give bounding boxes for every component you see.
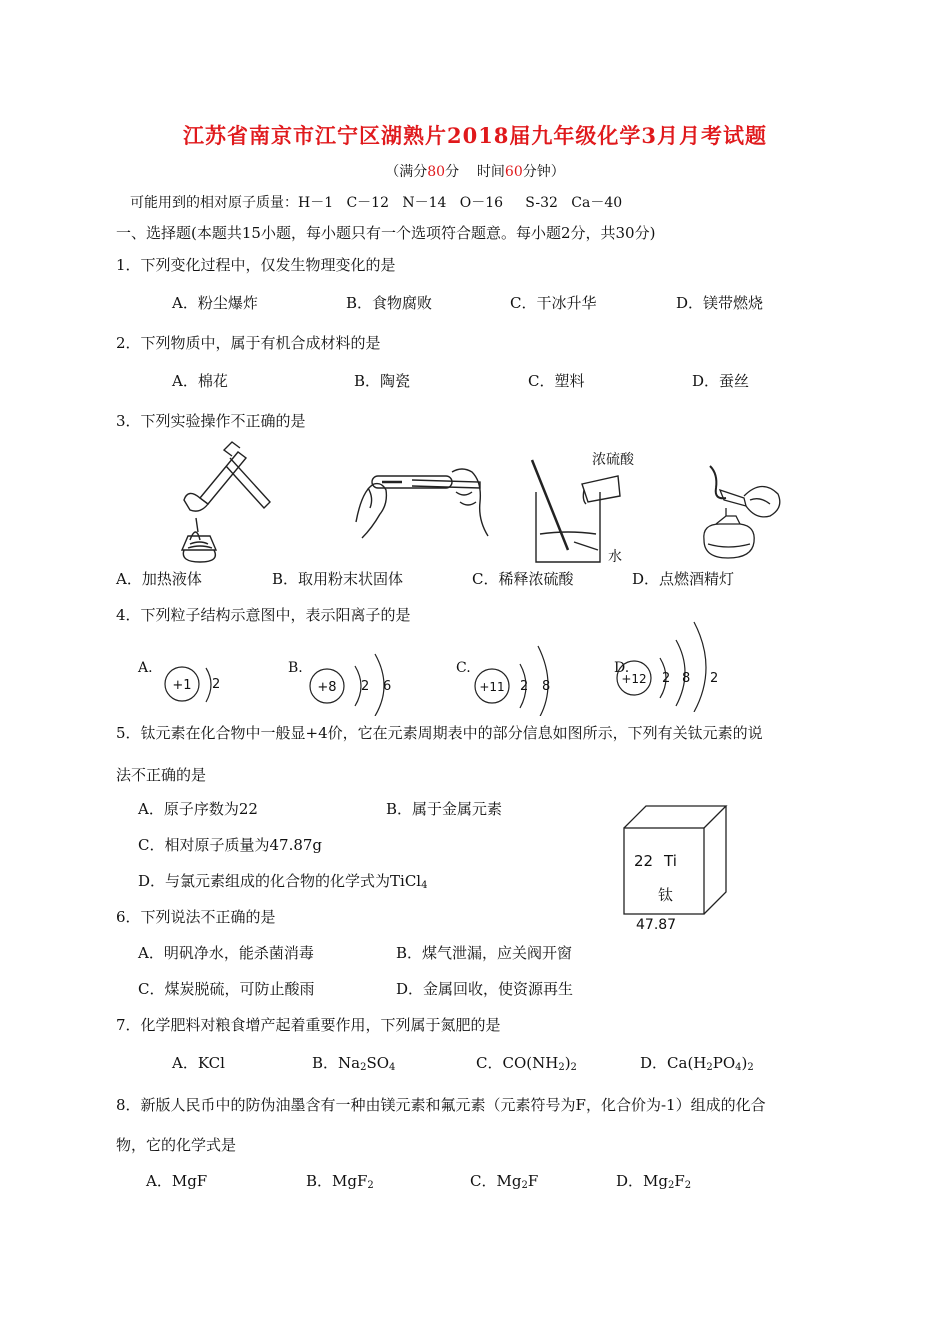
q5-option-a: A．原子序数为22: [138, 800, 258, 818]
particle-d-shell-2: 8: [682, 671, 691, 686]
q8-option-c: [470, 1170, 538, 1191]
q8-d-sub2: 2: [684, 1180, 692, 1191]
q5-option-b: B．属于金属元素: [386, 800, 503, 818]
q5-option-d: [138, 870, 427, 891]
particle-a-letter: A.: [138, 660, 153, 676]
element-name: 钛: [658, 886, 674, 904]
q6-stem: 6．下列说法不正确的是: [116, 908, 276, 926]
q3-stem: 3．下列实验操作不正确的是: [116, 412, 306, 430]
q7-d-part3: ): [741, 1054, 748, 1072]
particle-d-diagram: [614, 612, 734, 712]
q1-option-d: D．镁带燃烧: [676, 294, 764, 312]
q5-stem-line1: 5．钛元素在化合物中一般显+4价，它在元素周期表中的部分信息如图所示，下列有关钛元素的说: [116, 724, 763, 742]
exam-info-suffix: 分钟）: [522, 164, 565, 180]
q2-option-d: D．蚕丝: [692, 372, 750, 390]
particle-b-shell-1: 2: [361, 679, 370, 694]
q8-stem-line2: 物，它的化学式是: [116, 1136, 237, 1154]
q7-option-a: A．KCl: [172, 1054, 225, 1072]
q3-option-b: B．取用粉末状固体: [272, 570, 404, 588]
particle-b-nucleus: +8: [317, 680, 337, 695]
particle-b-letter: B.: [288, 660, 303, 676]
q7-b-part2: SO: [366, 1054, 390, 1072]
q7-b-sub1: 2: [360, 1062, 367, 1073]
q3-option-d: D．点燃酒精灯: [632, 570, 735, 588]
q1-stem: 1．下列变化过程中，仅发生物理变化的是: [116, 256, 396, 274]
particle-b-diagram: [305, 636, 405, 716]
q2-stem: 2．下列物质中，属于有机合成材料的是: [116, 334, 381, 352]
particle-c-letter: C.: [456, 660, 471, 676]
particle-c-diagram: [470, 636, 570, 716]
q6-option-c: C．煤炭脱硫，可防止酸雨: [138, 980, 315, 998]
q5-option-c: C．相对原子质量为47.87g: [138, 836, 323, 854]
q8-b-part1: B．MgF: [306, 1172, 368, 1190]
q6-option-a: A．明矾净水，能杀菌消毒: [138, 944, 314, 962]
exam-info-prefix: （满分: [385, 164, 428, 180]
q7-option-b: [312, 1052, 395, 1073]
q7-c-part1: C．CO(NH: [476, 1054, 559, 1072]
particle-a-diagram: [160, 652, 240, 712]
q5-stem-line2: 法不正确的是: [116, 766, 207, 784]
particle-b-shell-2: 6: [383, 679, 392, 694]
q2-option-a: A．棉花: [172, 372, 228, 390]
q3-option-a: A．加热液体: [116, 570, 202, 588]
q8-option-d: [616, 1170, 691, 1191]
element-symbol: Ti: [664, 852, 677, 870]
particle-d-shell-1: 2: [662, 671, 671, 686]
particle-a-nucleus: +1: [172, 678, 192, 693]
acid-label: 浓硫酸: [592, 452, 634, 468]
q7-option-c: [476, 1052, 577, 1073]
q7-d-part1: D．Ca(H: [640, 1054, 707, 1072]
exam-info: [0, 161, 950, 181]
q8-c-sub1: 2: [521, 1180, 528, 1191]
heating-liquid-illustration: [160, 440, 280, 565]
alcohol-lamp-illustration: [690, 460, 790, 565]
q1-option-c: C．干冰升华: [510, 294, 597, 312]
q8-d-sub1: 2: [668, 1180, 675, 1191]
water-label: 水: [608, 549, 622, 565]
particle-c-shell-2: 8: [542, 679, 551, 694]
q3-option-c: C．稀释浓硫酸: [472, 570, 574, 588]
q7-c-sub2: 2: [570, 1062, 577, 1073]
q4-stem: 4．下列粒子结构示意图中，表示阳离子的是: [116, 606, 411, 624]
q8-stem-line1: 8．新版人民币中的防伪油墨含有一种由镁元素和氟元素（元素符号为F，化合价为-1）组成的化合: [116, 1096, 766, 1114]
section-heading: 一、选择题(本题共15小题，每小题只有一个选项符合题意。每小题2分，共30分): [116, 224, 656, 242]
powder-tube-illustration: [352, 462, 497, 542]
q8-c-part1: C．Mg: [470, 1172, 522, 1190]
q2-option-c: C．塑料: [528, 372, 585, 390]
q6-option-b: B．煤气泄漏，应关阀开窗: [396, 944, 573, 962]
q2-option-b: B．陶瓷: [354, 372, 411, 390]
q8-option-b: [306, 1170, 374, 1191]
q7-d-sub3: 2: [747, 1062, 754, 1073]
q1-option-b: B．食物腐败: [346, 294, 433, 312]
particle-c-shell-1: 2: [520, 679, 529, 694]
time-limit: 60: [504, 164, 523, 180]
particle-d-nucleus: +12: [621, 672, 647, 686]
q8-d-part1: D．Mg: [616, 1172, 668, 1190]
atomic-masses: 可能用到的相对原子质量：H－1 C－12 N－14 O－16 S-32 Ca－40: [130, 195, 623, 211]
particle-d-shell-3: 2: [710, 671, 719, 686]
q6-option-d: D．金属回收，使资源再生: [396, 980, 574, 998]
q7-c-part2: ): [564, 1054, 571, 1072]
q8-d-part2: F: [674, 1172, 685, 1190]
page-title: 江苏省南京市江宁区湖熟片2018届九年级化学3月月考试题: [182, 123, 768, 148]
q7-d-sub1: 2: [706, 1062, 713, 1073]
particle-c-nucleus: +11: [479, 680, 505, 694]
q1-option-a: A．粉尘爆炸: [172, 294, 258, 312]
element-atomic-mass: 47.87: [636, 917, 677, 933]
q7-option-d: [640, 1052, 754, 1073]
q7-b-part1: B．Na: [312, 1054, 361, 1072]
exam-info-mid: 分 时间: [445, 164, 505, 180]
q7-d-part2: PO: [712, 1054, 736, 1072]
particle-d-letter: D.: [614, 660, 630, 676]
q8-option-a: A．MgF: [146, 1172, 208, 1190]
element-atomic-number: 22: [634, 852, 654, 870]
q8-b-sub1: 2: [367, 1180, 374, 1191]
q7-stem: 7．化学肥料对粮食增产起着重要作用，下列属于氮肥的是: [116, 1016, 501, 1034]
q8-c-part2: F: [527, 1172, 539, 1190]
q7-c-sub1: 2: [558, 1062, 565, 1073]
q5-option-d-subscript: 4: [421, 880, 428, 891]
full-score: 80: [427, 164, 446, 180]
q5-option-d-text: D．与氯元素组成的化合物的化学式为TiCl: [138, 872, 422, 890]
particle-a-shell-1: 2: [212, 677, 221, 692]
q7-b-sub2: 4: [389, 1062, 396, 1073]
q7-d-sub2: 4: [735, 1062, 742, 1073]
